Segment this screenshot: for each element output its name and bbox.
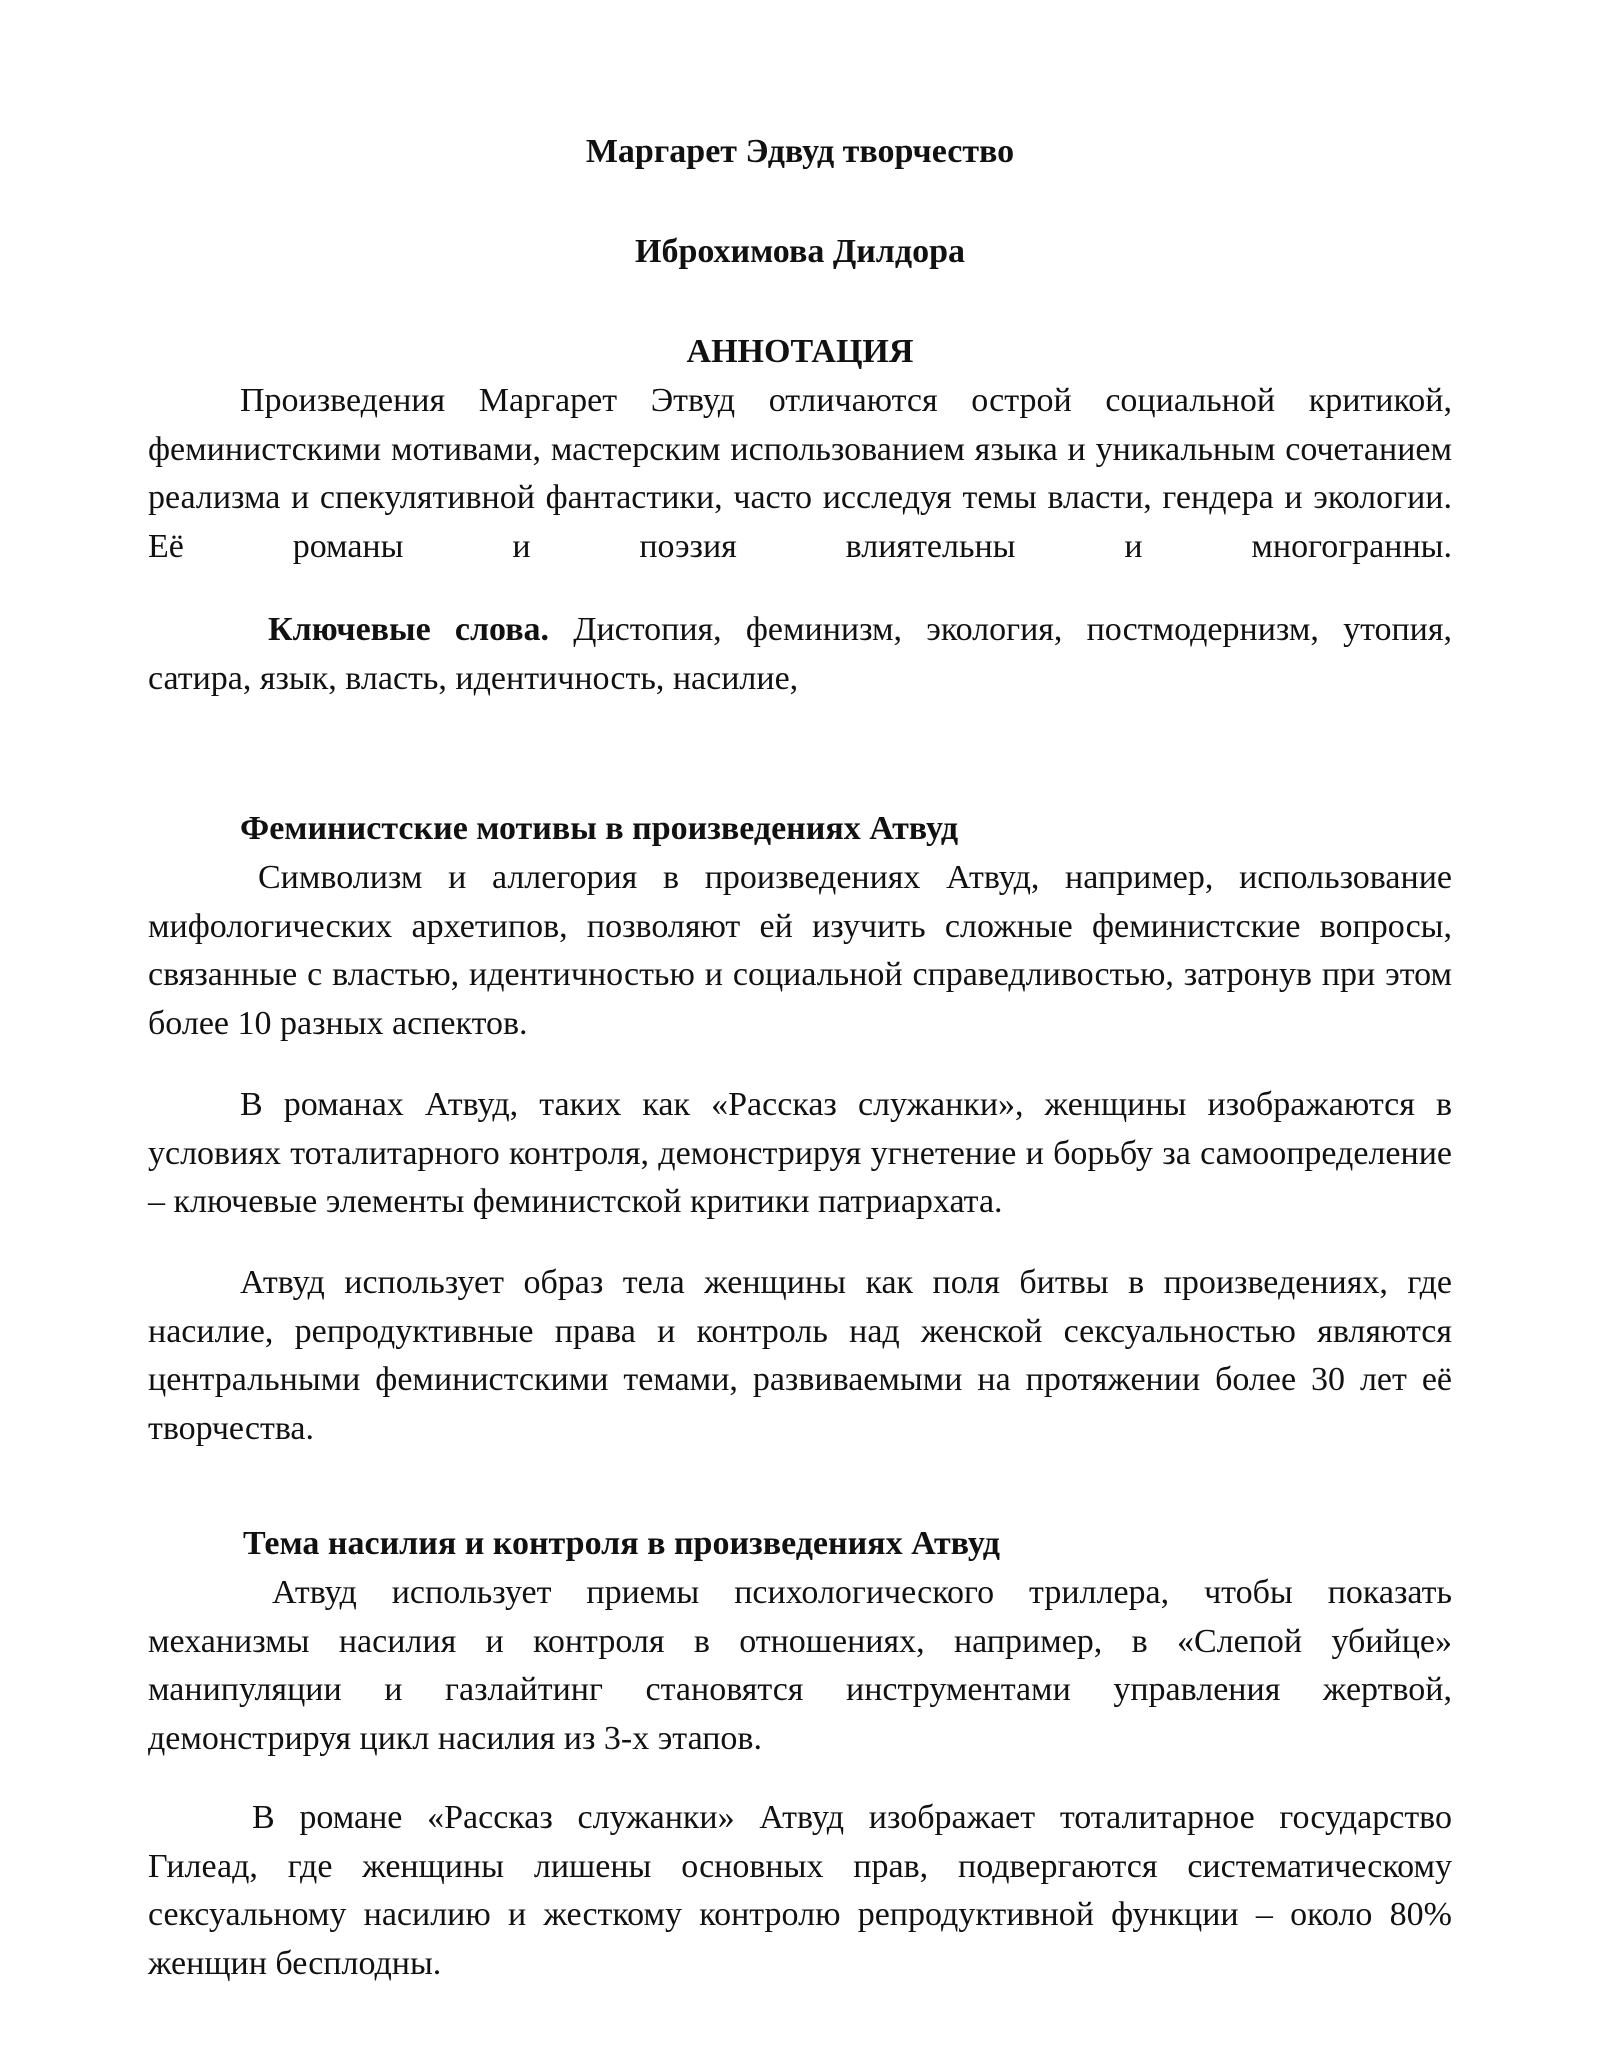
annotation-heading: АННОТАЦИЯ — [686, 333, 914, 370]
annotation-paragraph: Произведения Маргарет Этвуд отличаются острой социальной критикой, феминистскими мотивами, мастерским использованием языка и уникальным сочетанием реализма и спекулятивной фантастики, часто исследуя темы власти, гендера и экологии. Её романы и поэзия влиятельны и многогранны. — [148, 382, 1452, 565]
section1-paragraph-2: В романах Атвуд, таких как «Рассказ служанки», женщины изображаются в условиях тоталитарного контроля, демонстрируя угнетение и борьбу за самоопределение – ключевые элементы феминистской критики патриархата. — [148, 1086, 1452, 1220]
keywords-list: Дистопия, феминизм, экология, постмодернизм, утопия, сатира, язык, власть, идентичность, насилие, — [148, 611, 1453, 697]
author-name: Иброхимова Дилдора — [635, 233, 965, 270]
section1-paragraph-3: Атвуд использует образ тела женщины как поля битвы в произведениях, где насилие, репродуктивные права и контроль над женской сексуальностью являются центральными феминистскими темами, развиваемыми на протяжении более 30 лет её творчества. — [148, 1264, 1452, 1447]
document-title: Маргарет Эдвуд творчество — [585, 133, 1015, 170]
section-heading-feminist: Феминистские мотивы в произведениях Атвуд — [240, 810, 959, 847]
section1-paragraph-1: Символизм и аллегория в произведениях Атвуд, например, использование мифологических архетипов, позволяют ей изучить сложные феминистские вопросы, связанные с властью, идентичностью и социальной справедливостью, затронув при этом более 10 разных аспектов. — [148, 859, 1452, 1042]
document-page — [148, 0, 1452, 2070]
section2-paragraph-2: В романе «Рассказ служанки» Атвуд изображает тоталитарное государство Гилеад, где женщины лишены основных прав, подвергаются систематическому сексуальному насилию и жесткому контролю репродуктивной функции – около 80% женщин бесплодны. — [148, 1799, 1452, 1982]
section2-paragraph-1: Атвуд использует приемы психологического триллера, чтобы показать механизмы насилия и контроля в отношениях, например, в «Слепой убийце» манипуляции и газлайтинг становятся инструментами управления жертвой, демонстрируя цикл насилия из 3-х этапов. — [148, 1574, 1452, 1757]
section-heading-violence: Тема насилия и контроля в произведениях Атвуд — [243, 1525, 1000, 1562]
keywords-paragraph — [148, 606, 1452, 703]
keywords-label: Ключевые слова. — [268, 611, 550, 648]
